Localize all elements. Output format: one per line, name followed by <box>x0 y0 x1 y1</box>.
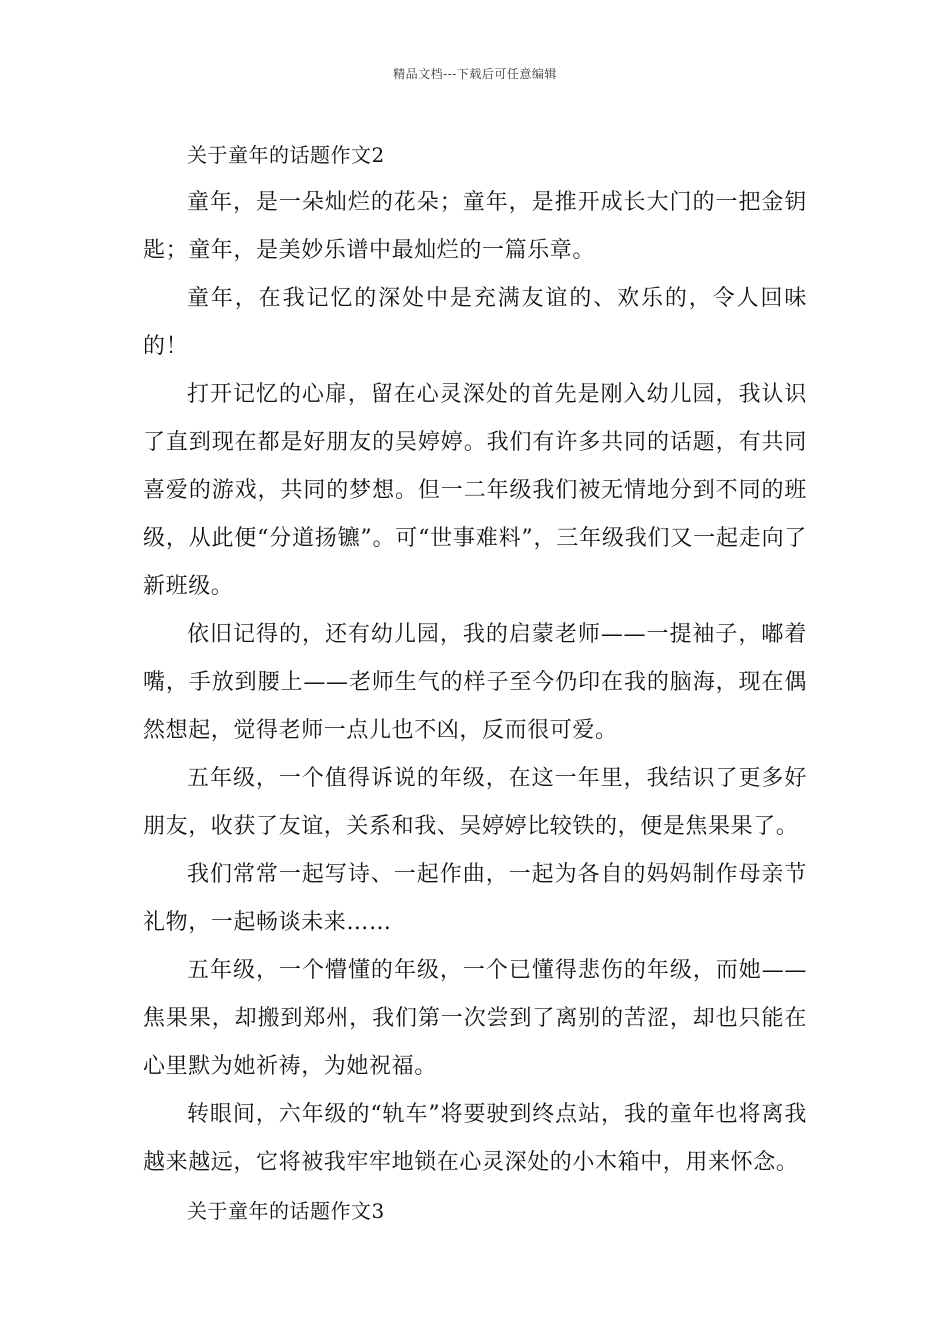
essay-heading-2: 关于童年的话题作文2 <box>187 143 385 167</box>
document-body <box>143 131 807 1235</box>
paragraph: 五年级，一个值得诉说的年级，在这一年里，我结识了更多好朋友，收获了友谊，关系和我、吴婷婷比较铁的，便是焦果果了。 <box>143 766 807 839</box>
paragraph: 依旧记得的，还有幼儿园，我的启蒙老师——一提袖子，嘟着嘴，手放到腰上——老师生气的样子至今仍印在我的脑海，现在偶然想起，觉得老师一点儿也不凶，反而很可爱。 <box>143 622 807 743</box>
paragraph: 童年，在我记忆的深处中是充满友谊的、欢乐的，令人回味的！ <box>143 286 807 359</box>
paragraph: 我们常常一起写诗、一起作曲，一起为各自的妈妈制作母亲节礼物，一起畅谈未来…… <box>143 862 807 935</box>
paragraph: 五年级，一个懵懂的年级，一个已懂得悲伤的年级，而她——焦果果，却搬到郑州，我们第一次尝到了离别的苦涩，却也只能在心里默为她祈祷，为她祝福。 <box>143 958 807 1079</box>
page-header: 精品文档---下载后可任意编辑 <box>393 67 557 81</box>
paragraph: 童年，是一朵灿烂的花朵；童年，是推开成长大门的一把金钥匙；童年，是美妙乐谱中最灿烂的一篇乐章。 <box>143 190 807 263</box>
essay-heading-3: 关于童年的话题作文3 <box>187 1199 385 1223</box>
paragraph: 打开记忆的心扉，留在心灵深处的首先是刚入幼儿园，我认识了直到现在都是好朋友的吴婷婷。我们有许多共同的话题，有共同喜爱的游戏，共同的梦想。但一二年级我们被无情地分到不同的班级，从此便“分道扬镳”。可“世事难料”，三年级我们又一起走向了新班级。 <box>143 382 807 599</box>
paragraph: 转眼间，六年级的“轨车”将要驶到终点站，我的童年也将离我越来越远，它将被我牢牢地锁在心灵深处的小木箱中，用来怀念。 <box>143 1102 807 1175</box>
